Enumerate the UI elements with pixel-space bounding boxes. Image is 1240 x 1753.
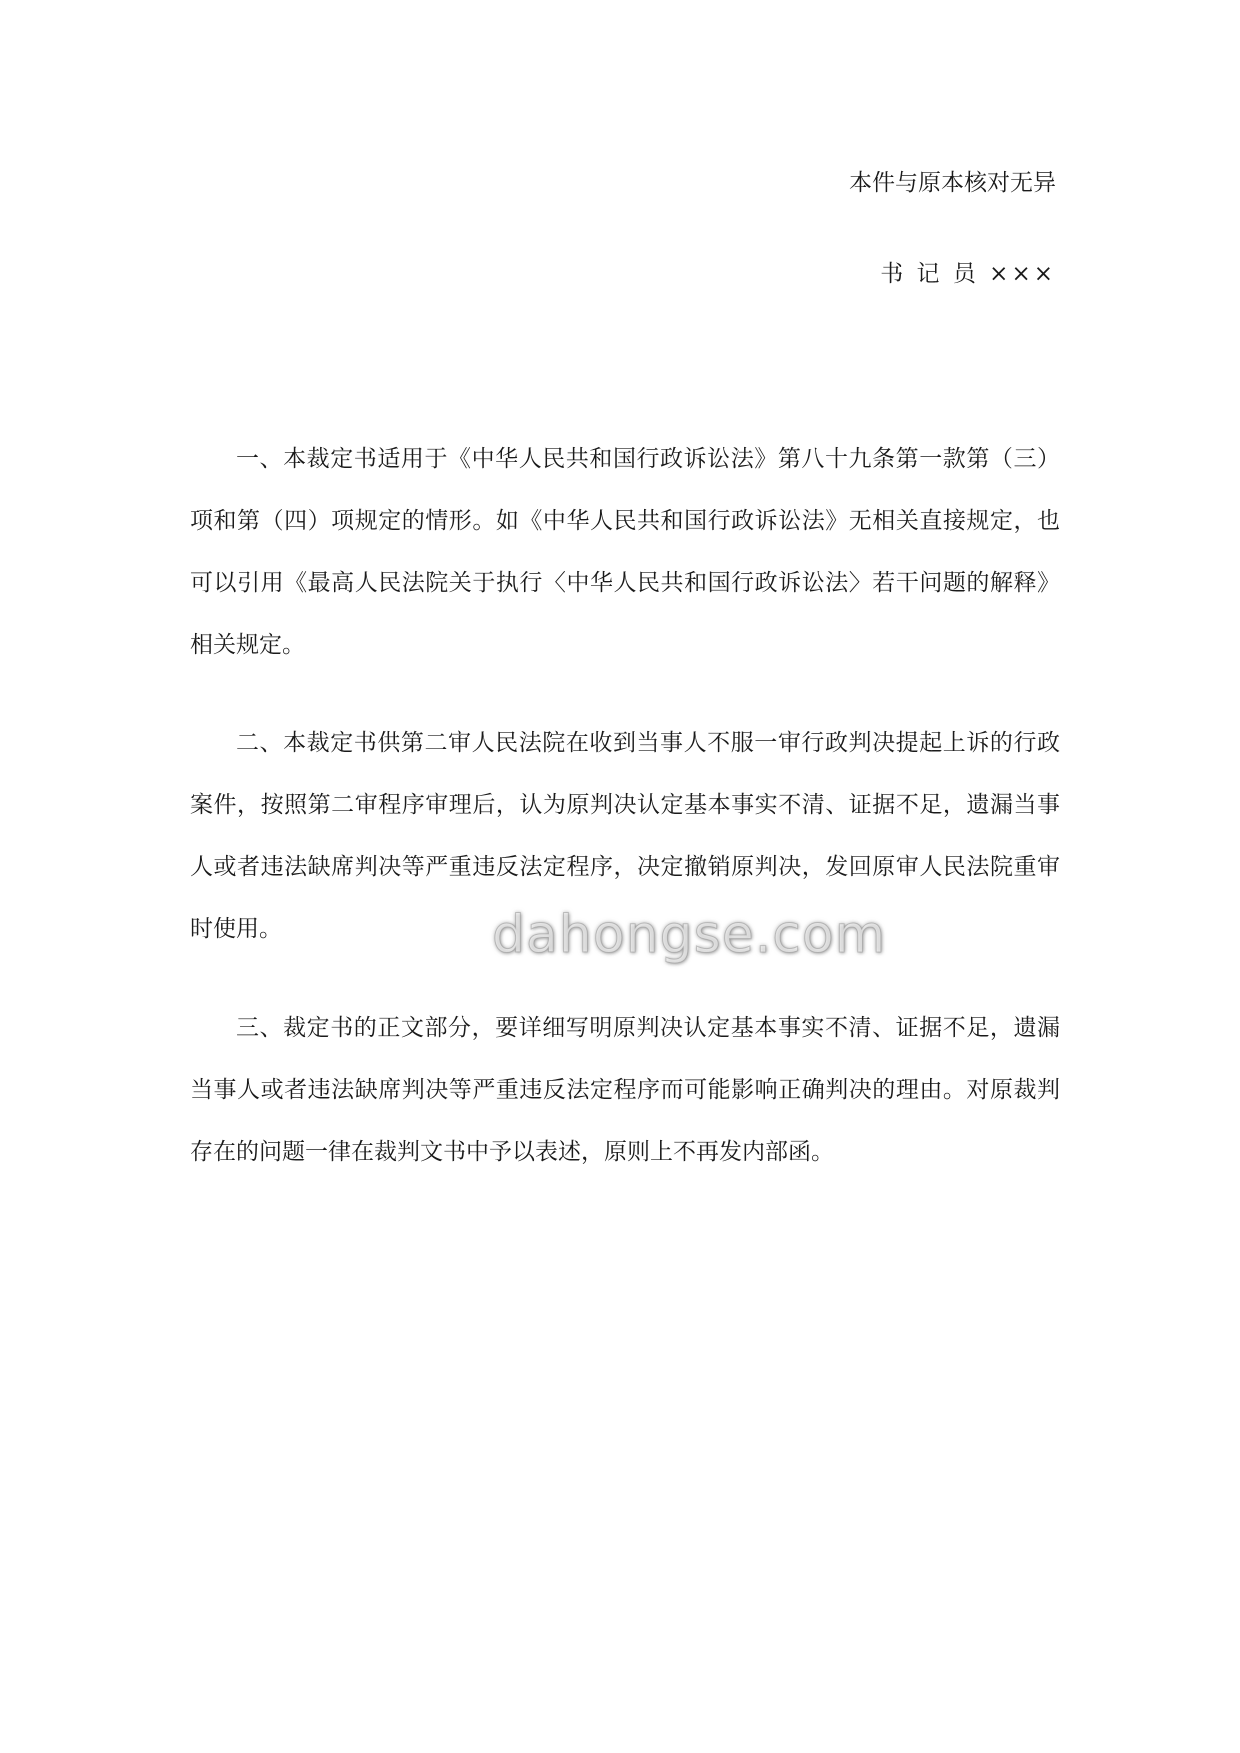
note-paragraph-2: 二、本裁定书供第二审人民法院在收到当事人不服一审行政判决提起上诉的行政案件，按照第二审程序审理后，认为原判决认定基本事实不清、证据不足，遗漏当事人或者违法缺席判决等严重违反法定程序，决定撤销原判决，发回原审人民法院重审时使用。 xyxy=(190,730,1060,942)
certify-statement: 本件与原本核对无异 xyxy=(849,170,1056,196)
note-paragraph-1: 一、本裁定书适用于《中华人民共和国行政诉讼法》第八十九条第一款第（三）项和第（四）项规定的情形。如《中华人民共和国行政诉讼法》无相关直接规定，也可以引用《最高人民法院关于执行〈中华人民共和国行政诉讼法〉若干问题的解释》相关规定。 xyxy=(190,446,1060,658)
note-paragraph-3: 三、裁定书的正文部分，要详细写明原判决认定基本事实不清、证据不足，遗漏当事人或者违法缺席判决等严重违反法定程序而可能影响正确判决的理由。对原裁判存在的问题一律在裁判文书中予以表述，原则上不再发内部函。 xyxy=(190,1015,1060,1165)
clerk-signature-line: 书 记 员 ××× xyxy=(880,261,1056,287)
watermark: dahongse.com xyxy=(492,905,887,965)
